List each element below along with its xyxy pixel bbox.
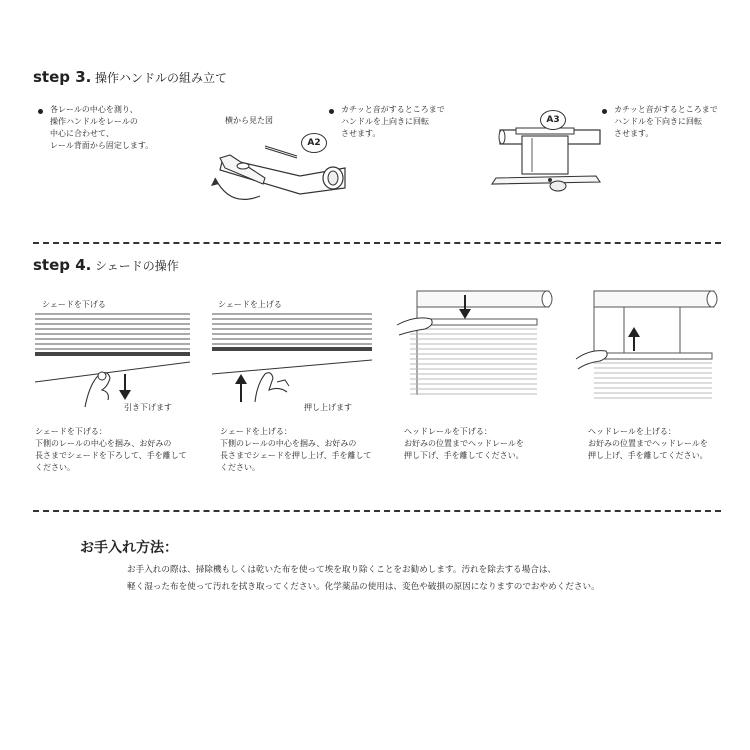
- step4-label: step 4.: [33, 256, 92, 274]
- section-divider: [33, 510, 721, 512]
- panel2-action: 押し上げます: [304, 403, 352, 412]
- step3-bullet-3: カチッと音がするところまで ハンドルを下向きに回転 させます。: [614, 105, 718, 138]
- care-line-2: 軽く湿った布を使って汚れを拭き取ってください。化学薬品の使用は、変色や破損の原因になりますのでおやめください。: [127, 582, 600, 592]
- step3-bullet-2: カチッと音がするところまで ハンドルを上向きに回転 させます。: [341, 105, 445, 138]
- raise-headrail-illustration: [572, 285, 727, 415]
- panel1-caption: シェードを下げる： 下側のレールの中心を掴み、お好みの 長さまでシェードを下ろして、手を離して ください。: [35, 427, 187, 472]
- bullet-dot: [329, 109, 334, 114]
- badge-a3-label: A3: [546, 115, 560, 125]
- handle-front-view-illustration: [488, 118, 608, 198]
- panel1-heading: シェードを下げる: [42, 300, 106, 309]
- panel2-heading: シェードを上げる: [218, 300, 282, 309]
- side-view-label: 横から見た図: [225, 116, 273, 125]
- handle-side-view-illustration: [205, 128, 355, 208]
- badge-a2: [301, 133, 327, 153]
- badge-a3: [540, 110, 566, 130]
- care-line-1: お手入れの際は、掃除機もしくは乾いた布を使って埃を取り除くことをお勧めします。汚れを除去する場合は、: [127, 565, 557, 575]
- panel4-caption: ヘッドレールを上げる： お好みの位置までヘッドレールを 押し上げ、手を離してください。: [588, 427, 708, 460]
- section-divider: [33, 242, 721, 244]
- bullet-dot: [602, 109, 607, 114]
- step3-label: step 3.: [33, 68, 92, 86]
- panel2-caption: シェードを上げる： 下側のレールの中心を掴み、お好みの 長さまでシェードを押し上げ、手を離して ください。: [220, 427, 372, 472]
- panel1-action: 引き下げます: [124, 403, 172, 412]
- bullet-dot: [38, 109, 43, 114]
- care-title: お手入れ方法：: [80, 540, 178, 556]
- badge-a2-label: A2: [307, 138, 321, 148]
- panel3-caption: ヘッドレールを下げる： お好みの位置までヘッドレールを 押し下げ、手を離してください。: [404, 427, 524, 460]
- lower-headrail-illustration: [395, 285, 555, 415]
- step3-title: 操作ハンドルの組み立て: [95, 71, 228, 85]
- step3-bullet-1: 各レールの中心を測り、 操作ハンドルをレールの 中心に合わせて、 レール背面から固定します。: [50, 105, 154, 150]
- step4-title: シェードの操作: [95, 259, 179, 273]
